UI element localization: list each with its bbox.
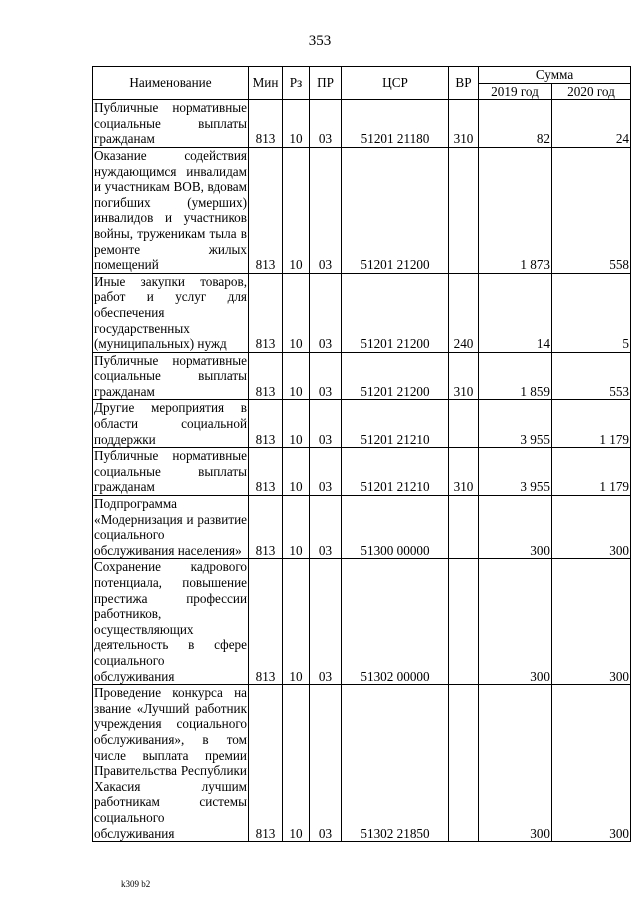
row-amount-2019: 82 [479,100,552,148]
header-min: Мин [249,67,283,100]
row-name: Публичные нормативные социальные выплаты гражданам [94,448,247,495]
row-amount-2020: 300 [552,559,631,685]
row-name: Проведение конкурса на звание «Лучший работник учреждения социального обслуживания», в том числе выплата премии Правительства Республики Хакасия лучшим работникам системы социального обслуживания [94,685,247,841]
row-pr: 03 [310,448,342,496]
row-pr: 03 [310,100,342,148]
table-row [93,100,631,148]
row-rz: 10 [283,685,310,842]
row-min: 813 [249,448,283,496]
row-amount-2020: 1 179 [552,448,631,496]
row-csr: 51201 21210 [342,448,449,496]
row-min: 813 [249,273,283,352]
row-name: Иные закупки товаров, работ и услуг для обеспечения государственных (муниципальных) нужд [94,273,247,352]
header-2019: 2019 год [479,83,552,100]
row-vr: 240 [449,273,479,352]
row-pr: 03 [310,400,342,448]
table-row [93,448,631,496]
row-vr: 310 [449,352,479,400]
row-min: 813 [249,559,283,685]
header-2020: 2020 год [552,83,631,100]
header-rz: Рз [283,67,310,100]
row-min: 813 [249,352,283,400]
row-vr [449,685,479,842]
row-name: Другие мероприятия в области социальной поддержки [94,400,247,447]
row-csr: 51201 21200 [342,273,449,352]
row-amount-2019: 300 [479,559,552,685]
row-amount-2020: 300 [552,685,631,842]
row-csr: 51201 21200 [342,147,449,273]
row-vr [449,496,479,559]
row-pr: 03 [310,685,342,842]
row-amount-2019: 14 [479,273,552,352]
row-csr: 51201 21210 [342,400,449,448]
row-csr: 51201 21200 [342,352,449,400]
table-row [93,685,631,842]
header-sum: Сумма [479,67,631,84]
row-min: 813 [249,685,283,842]
row-rz: 10 [283,147,310,273]
row-csr: 51302 21850 [342,685,449,842]
row-pr: 03 [310,273,342,352]
row-rz: 10 [283,400,310,448]
row-rz: 10 [283,273,310,352]
row-amount-2020: 24 [552,100,631,148]
header-pr: ПР [310,67,342,100]
row-amount-2019: 3 955 [479,448,552,496]
table-row [93,147,631,273]
row-vr: 310 [449,448,479,496]
table-row [93,273,631,352]
row-name: Публичные нормативные социальные выплаты гражданам [94,100,247,147]
row-rz: 10 [283,100,310,148]
row-vr: 310 [449,100,479,148]
row-amount-2019: 1 873 [479,147,552,273]
row-pr: 03 [310,496,342,559]
table-row [93,559,631,685]
row-pr: 03 [310,147,342,273]
header-vr: ВР [449,67,479,100]
table-row [93,352,631,400]
row-rz: 10 [283,352,310,400]
row-min: 813 [249,147,283,273]
row-rz: 10 [283,496,310,559]
table-row [93,400,631,448]
table-row [93,496,631,559]
row-csr: 51201 21180 [342,100,449,148]
row-vr [449,559,479,685]
row-amount-2019: 1 859 [479,352,552,400]
row-csr: 51302 00000 [342,559,449,685]
row-amount-2019: 3 955 [479,400,552,448]
row-name: Подпрограмма «Модернизация и развитие социального обслуживания населения» [94,496,247,558]
row-amount-2019: 300 [479,685,552,842]
row-min: 813 [249,496,283,559]
row-pr: 03 [310,352,342,400]
footer-code: k309 b2 [121,879,151,889]
row-vr [449,147,479,273]
row-amount-2020: 300 [552,496,631,559]
row-name: Оказание содействия нуждающимся инвалидам и участникам ВОВ, вдовам погибших (умерших) инвалидов и участников войны, труженикам тыла в ремонте жилых помещений [94,147,247,273]
row-rz: 10 [283,559,310,685]
header-name: Наименование [93,67,249,100]
row-min: 813 [249,400,283,448]
row-csr: 51300 00000 [342,496,449,559]
row-amount-2020: 1 179 [552,400,631,448]
page-number: 353 [308,33,332,49]
row-min: 813 [249,100,283,148]
row-amount-2019: 300 [479,496,552,559]
row-name: Сохранение кадрового потенциала, повышение престижа профессии работников, осуществляющих деятельность в сфере социального обслуживания [94,559,247,684]
row-amount-2020: 5 [552,273,631,352]
row-vr [449,400,479,448]
row-name: Публичные нормативные социальные выплаты гражданам [94,352,247,399]
header-csr: ЦСР [342,67,449,100]
budget-table [92,66,631,842]
row-pr: 03 [310,559,342,685]
row-amount-2020: 553 [552,352,631,400]
row-amount-2020: 558 [552,147,631,273]
row-rz: 10 [283,448,310,496]
